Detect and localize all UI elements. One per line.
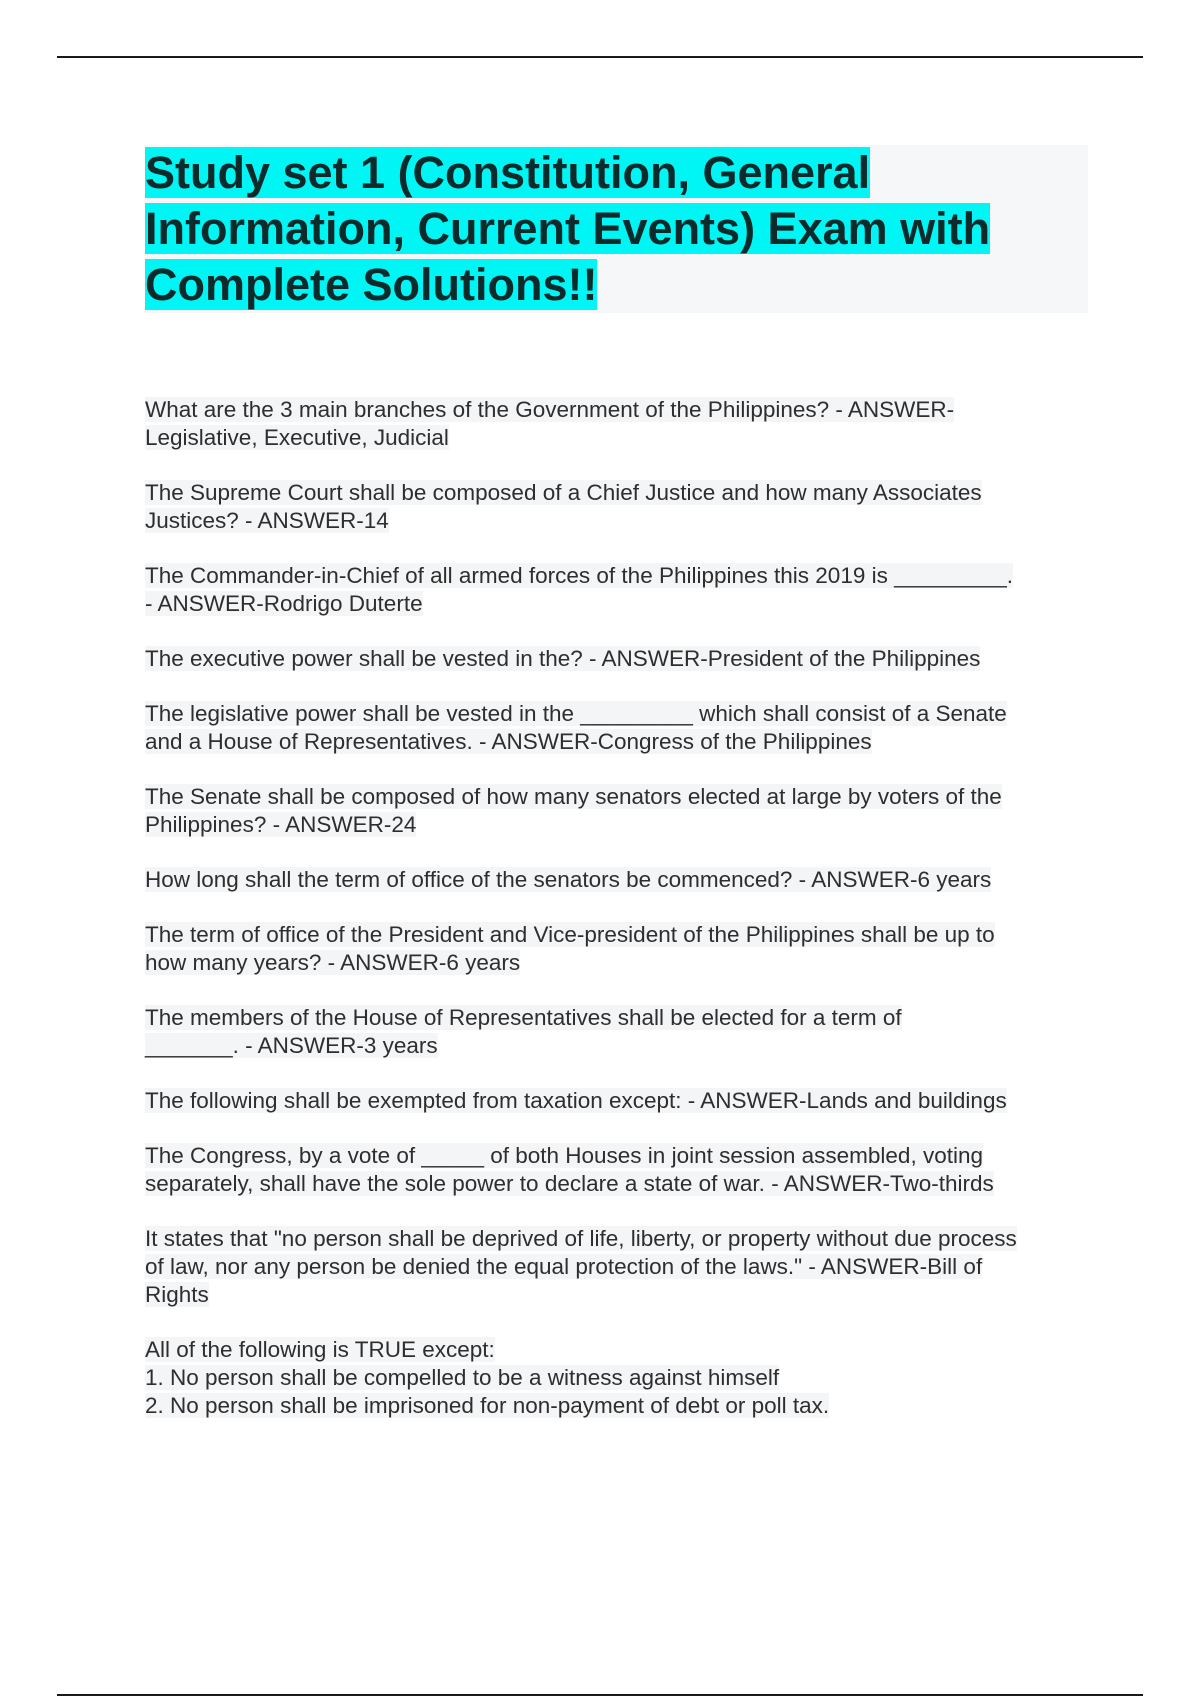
- qa-line-wrap: [145, 949, 1105, 977]
- qa-line: separately, shall have the sole power to declare a state of war. - ANSWER-Two-thirds: [145, 1171, 994, 1196]
- qa-item: [145, 1225, 1105, 1309]
- qa-item: [145, 1142, 1105, 1198]
- qa-line-wrap: [145, 783, 1105, 811]
- qa-line-wrap: [145, 1392, 1105, 1420]
- qa-item: [145, 700, 1105, 756]
- qa-item: [145, 562, 1105, 618]
- qa-item: [145, 1004, 1105, 1060]
- qa-line: What are the 3 main branches of the Government of the Philippines? - ANSWER-: [145, 397, 955, 422]
- qa-item: [145, 396, 1105, 452]
- qa-line-wrap: [145, 700, 1105, 728]
- qa-line-wrap: [145, 1336, 1105, 1364]
- qa-line: how many years? - ANSWER-6 years: [145, 950, 521, 975]
- qa-line: The Senate shall be composed of how many senators elected at large by voters of the: [145, 784, 1002, 809]
- qa-line-wrap: [145, 1253, 1105, 1281]
- qa-line-wrap: [145, 590, 1105, 618]
- qa-line-wrap: [145, 1032, 1105, 1060]
- qa-line-wrap: [145, 728, 1105, 756]
- document-title-text: Study set 1 (Constitution, General Information, Current Events) Exam with Complete Solutions!!: [145, 147, 991, 310]
- qa-line-wrap: [145, 921, 1105, 949]
- qa-line: The members of the House of Representatives shall be elected for a term of: [145, 1005, 902, 1030]
- qa-line: The executive power shall be vested in the? - ANSWER-President of the Philippines: [145, 646, 981, 671]
- qa-line: 1. No person shall be compelled to be a witness against himself: [145, 1365, 780, 1390]
- qa-line-wrap: [145, 1225, 1105, 1253]
- qa-line: All of the following is TRUE except:: [145, 1337, 495, 1362]
- qa-line: Legislative, Executive, Judicial: [145, 425, 449, 450]
- qa-line-wrap: [145, 1087, 1105, 1115]
- qa-line-wrap: [145, 866, 1105, 894]
- document-title: [145, 145, 1088, 313]
- qa-line-wrap: [145, 479, 1105, 507]
- qa-item: [145, 1087, 1105, 1115]
- qa-line: The term of office of the President and Vice-president of the Philippines shall be up to: [145, 922, 995, 947]
- qa-item: [145, 866, 1105, 894]
- qa-line: It states that "no person shall be deprived of life, liberty, or property without due process: [145, 1226, 1017, 1251]
- qa-line-wrap: [145, 645, 1105, 673]
- qa-item: [145, 479, 1105, 535]
- qa-line: How long shall the term of office of the senators be commenced? - ANSWER-6 years: [145, 867, 992, 892]
- top-divider: [57, 56, 1143, 58]
- qa-line-wrap: [145, 1170, 1105, 1198]
- qa-item: [145, 921, 1105, 977]
- qa-line: The following shall be exempted from taxation except: - ANSWER-Lands and buildings: [145, 1088, 1007, 1113]
- qa-line-wrap: [145, 1142, 1105, 1170]
- qa-line: - ANSWER-Rodrigo Duterte: [145, 591, 423, 616]
- qa-line: and a House of Representatives. - ANSWER-Congress of the Philippines: [145, 729, 872, 754]
- qa-line-wrap: [145, 562, 1105, 590]
- question-list: [145, 396, 1105, 1447]
- qa-line-wrap: [145, 1364, 1105, 1392]
- qa-item: [145, 1336, 1105, 1420]
- qa-line: _______. - ANSWER-3 years: [145, 1033, 438, 1058]
- qa-line: 2. No person shall be imprisoned for non-payment of debt or poll tax.: [145, 1393, 830, 1418]
- qa-line: The Supreme Court shall be composed of a Chief Justice and how many Associates: [145, 480, 982, 505]
- qa-line-wrap: [145, 396, 1105, 424]
- qa-line: Rights: [145, 1282, 209, 1307]
- qa-line-wrap: [145, 811, 1105, 839]
- title-block: [145, 145, 1088, 313]
- qa-line: Justices? - ANSWER-14: [145, 508, 389, 533]
- qa-line-wrap: [145, 424, 1105, 452]
- qa-line: The Commander-in-Chief of all armed forces of the Philippines this 2019 is _________.: [145, 563, 1013, 588]
- bottom-divider: [57, 1694, 1143, 1696]
- qa-item: [145, 783, 1105, 839]
- qa-line-wrap: [145, 1004, 1105, 1032]
- qa-line-wrap: [145, 1281, 1105, 1309]
- qa-line: of law, nor any person be denied the equal protection of the laws." - ANSWER-Bill of: [145, 1254, 983, 1279]
- qa-line: The Congress, by a vote of _____ of both Houses in joint session assembled, voting: [145, 1143, 983, 1168]
- qa-line: The legislative power shall be vested in the _________ which shall consist of a Senate: [145, 701, 1007, 726]
- qa-item: [145, 645, 1105, 673]
- qa-line: Philippines? - ANSWER-24: [145, 812, 417, 837]
- qa-line-wrap: [145, 507, 1105, 535]
